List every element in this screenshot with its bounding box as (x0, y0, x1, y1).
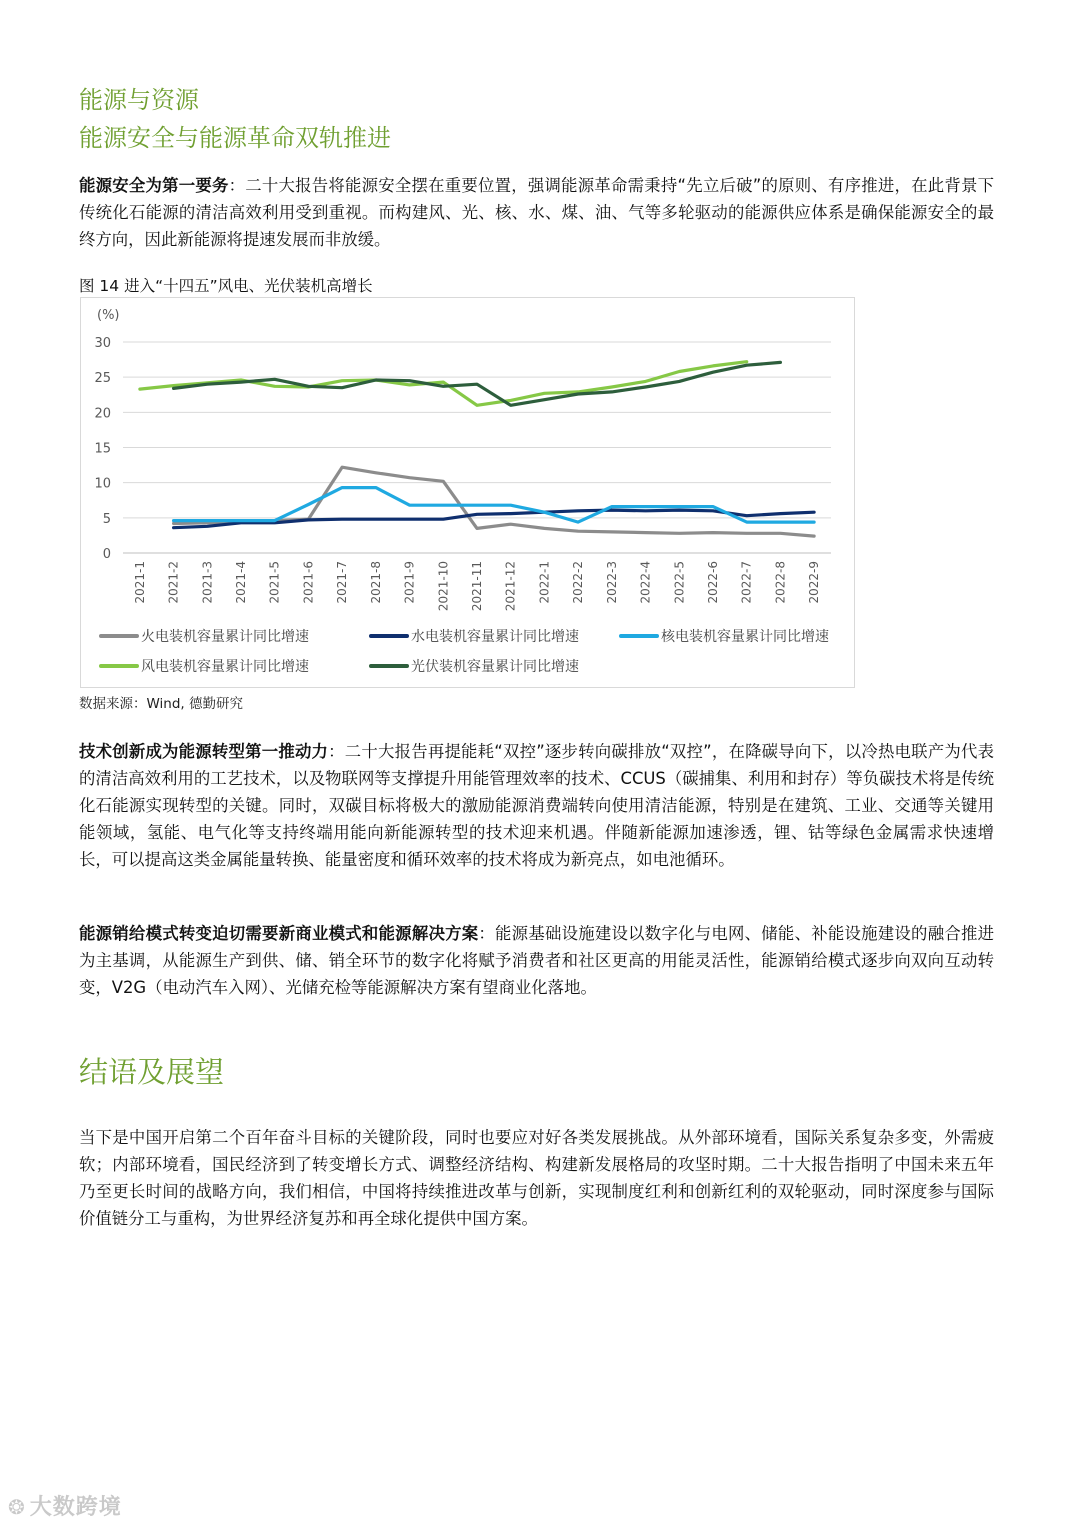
x-tick-label: 2022-5 (672, 561, 687, 604)
paragraph-energy-security (79, 172, 994, 253)
x-tick-label: 2021-12 (503, 561, 518, 612)
paragraph-lead: 能源销给模式转变迫切需要新商业模式和能源解决方案 (79, 924, 479, 943)
x-tick-label: 2022-2 (571, 561, 586, 604)
x-tick-label: 2021-2 (166, 561, 181, 604)
section-title: 能源与资源 (79, 86, 199, 114)
x-tick-label: 2022-7 (739, 561, 754, 604)
watermark-logo-icon: ❂ (8, 1495, 26, 1519)
paragraph-energy-sales (79, 920, 994, 1001)
legend-label: 水电装机容量累计同比增速 (411, 629, 579, 645)
paragraph-lead: 能源安全为第一要务 (79, 176, 229, 195)
x-tick-label: 2022-9 (807, 561, 822, 604)
x-tick-label: 2021-10 (436, 561, 451, 612)
x-tick-label: 2021-1 (132, 561, 147, 604)
section-subtitle: 能源安全与能源革命双轨推进 (79, 124, 391, 152)
watermark-text: 大数跨境 (29, 1495, 122, 1520)
x-tick-label: 2022-8 (773, 561, 788, 604)
conclusion-paragraph: 当下是中国开启第二个百年奋斗目标的关键阶段，同时也要应对好各类发展挑战。从外部环境看，国际关系复杂多变，外需疲软；内部环境看，国民经济到了转变增长方式、调整经济结构、构建新发展格局的攻坚时期。二十大报告指明了中国未来五年乃至更长时间的战略方向，我们相信，中国将持续推进改革与创新，实现制度红利和创新红利的双轮驱动，同时深度参与国际价值链分工与重构，为世界经济复苏和再全球化提供中国方案。 (79, 1128, 994, 1228)
x-tick-label: 2021-6 (301, 561, 316, 604)
y-tick-label: 0 (102, 547, 111, 562)
line-chart (80, 297, 855, 688)
chart-canvas (81, 298, 856, 689)
x-tick-label: 2021-8 (368, 561, 383, 604)
legend-label: 风电装机容量累计同比增速 (141, 659, 309, 675)
paragraph-text: ：能源基础设施建设以数字化与电网、储能、补能设施建设的融合推进为主基调，从能源生产到供、储、销全环节的数字化将赋予消费者和社区更高的用能灵活性，能源销给模式逐步向双向互动转变，V2G（电动汽车入网）、光储充检等能源解决方案有望商业化落地。 (79, 924, 995, 997)
x-tick-label: 2022-1 (537, 561, 552, 604)
x-tick-label: 2021-7 (335, 561, 350, 604)
y-tick-label: 30 (94, 336, 111, 351)
x-tick-label: 2021-11 (470, 561, 484, 612)
paragraph-tech-innovation (79, 738, 994, 873)
x-tick-label: 2022-6 (706, 561, 720, 604)
paragraph-text: ：二十大报告再提能耗“双控”逐步转向碳排放“双控”，在降碳导向下，以冷热电联产为代表的清洁高效利用的工艺技术，以及物联网等支撑提升用能管理效率的技术、CCUS（碳捕集、利用和封存）等负碳技术将是传统化石能源实现转型的关键。同时，双碳目标将极大的激励能源消费端转向使用清洁能源，特别是在建筑、工业、交通等关键用能领域，氢能、电气化等支持终端用能向新能源转型的技术迎来机遇。伴随新能源加速渗透，锂、钴等绿色金属需求快速增长，可以提高这类金属能量转换、能量密度和循环效率的技术将成为新亮点，如电池循环。 (79, 742, 995, 869)
watermark (8, 1490, 122, 1521)
legend-label: 火电装机容量累计同比增速 (141, 629, 309, 645)
x-tick-label: 2021-5 (267, 561, 282, 604)
series-line-1 (174, 467, 815, 536)
legend-label: 核电装机容量累计同比增速 (661, 629, 829, 645)
x-tick-label: 2021-9 (402, 561, 417, 604)
figure-caption: 图 14 进入“十四五”风电、光伏装机高增长 (79, 277, 373, 295)
x-tick-label: 2022-3 (604, 561, 619, 604)
y-tick-label: 20 (94, 406, 111, 422)
y-axis-unit-label: (%) (97, 308, 120, 323)
data-source: 数据来源：Wind, 德勤研究 (79, 696, 244, 712)
series-line-3 (174, 488, 815, 522)
paragraph-lead: 技术创新成为能源转型第一推动力 (79, 742, 329, 761)
legend-label: 光伏装机容量累计同比增速 (411, 659, 579, 675)
y-tick-label: 25 (94, 371, 111, 387)
y-tick-label: 5 (102, 511, 111, 527)
x-tick-label: 2021-3 (200, 561, 215, 604)
conclusion-title: 结语及展望 (79, 1055, 225, 1089)
y-tick-label: 15 (94, 441, 111, 457)
y-tick-label: 10 (94, 476, 111, 492)
x-tick-label: 2021-4 (234, 561, 248, 604)
paragraph-text: ：二十大报告将能源安全摆在重要位置，强调能源革命需秉持“先立后破”的原则、有序推进，在此背景下传统化石能源的清洁高效利用受到重视。而构建风、光、核、水、煤、油、气等多轮驱动的能源供应体系是确保能源安全的最终方向，因此新能源将提速发展而非放缓。 (79, 176, 995, 249)
x-tick-label: 2022-4 (638, 561, 653, 604)
